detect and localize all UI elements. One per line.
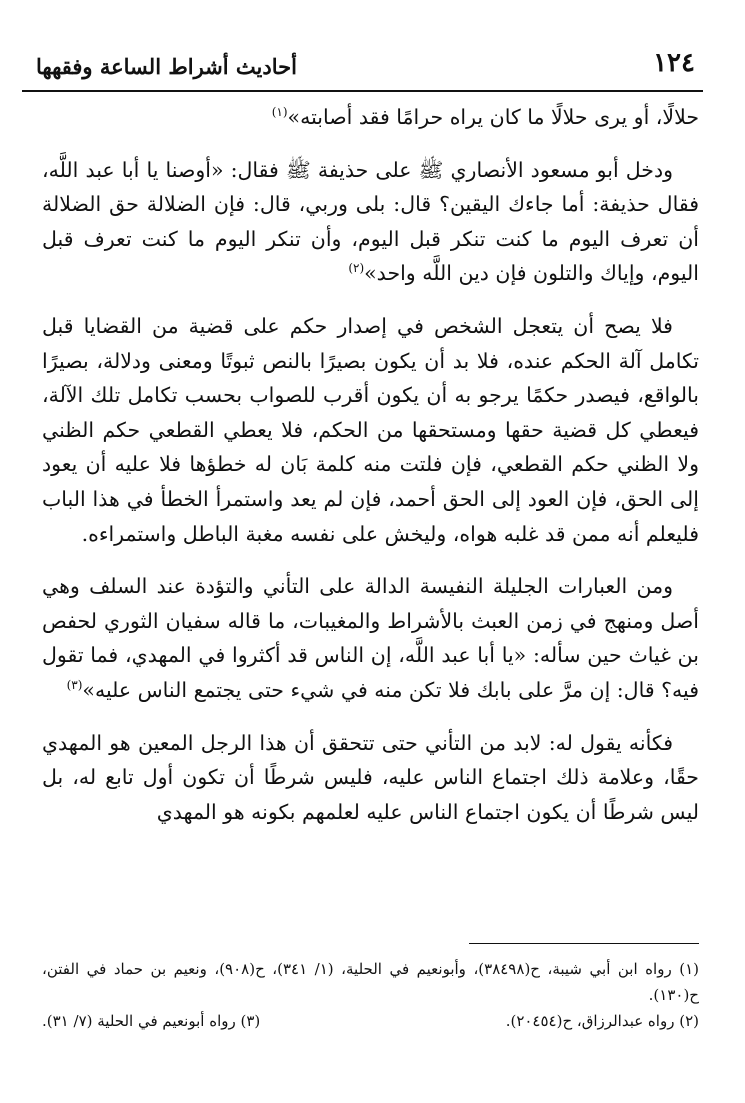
footnotes — [42, 956, 699, 1034]
paragraph-5-text: فكأنه يقول له: لابد من التأني حتى تتحقق أن هذا الرجل المعين هو المهدي حقًا، وعلامة ذلك اجتماع الناس عليه، فليس شرطًا أن تكون أول تابع له، بل ليس شرطًا أن يكون اجتماع الناس عليه لعلمهم بكونه هو المهدي — [42, 730, 699, 824]
body-text — [42, 100, 699, 847]
page-number: ١٢٤ — [653, 48, 695, 78]
footnote-3: (٣) رواه أبونعيم في الحلية (٧/ ٣١). — [42, 1012, 261, 1030]
paragraph-3-text: فلا يصح أن يتعجل الشخص في إصدار حكم على قضية من القضايا قبل تكامل آلة الحكم عنده، فلا بد أن يكون بصيرًا بالنص ثبوتًا ومعنى ودلالة، بصيرًا بالواقع، فيصدر حكمًا يرجو به أن يكون أقرب للصواب بحسب تكامل تلك الآلة، فيعطي كل قضية حقها ومستحقها من الحكم، فلا يعطي القطعي حكم الظني ولا الظني حكم القطعي، فإن فلتت منه كلمة بَان له خطؤها فلا عليه أن يعود إلى الحق، فإن العود إلى الحق أحمد، فإن لم يعد واستمرأ الخطأ في هذا الباب فليعلم أنه ممن قد غلبه هواه، وليخش على نفسه مغبة الباطل واستمراءه. — [42, 313, 699, 546]
footnote-row — [42, 1008, 699, 1034]
paragraph-4-text: ومن العبارات الجليلة النفيسة الدالة على التأني والتؤدة عند السلف وهي أصل ومنهج في زمن العبث بالأشراط والمغيبات، ما قاله سفيان الثوري لحفص بن غياث حين سأله: «يا أبا عبد اللَّه، إن الناس قد أكثروا في المهدي، فما تقول فيه؟ قال: إن مرَّ على بابك فلا تكن منه في شيء حتى يجتمع الناس عليه» — [42, 574, 699, 702]
paragraph-4 — [42, 569, 699, 707]
paragraph-3 — [42, 309, 699, 551]
footnote-separator — [469, 943, 699, 944]
header-rule — [22, 90, 703, 92]
page-header — [22, 44, 703, 88]
footnote-ref-3: (٣) — [66, 678, 83, 693]
footnote-1: (١) رواه ابن أبي شيبة، ح(٣٨٤٩٨)، وأبونعيم في الحلية، (١/ ٣٤١)، ح(٩٠٨)، ونعيم بن حماد في الفتن، ح(١٣٠). — [42, 960, 699, 1004]
footnote-ref-2: (٢) — [348, 261, 365, 276]
paragraph-2-text: ودخل أبو مسعود الأنصاري ﷺ على حذيفة ﷺ فقال: «أوصنا يا أبا عبد اللَّه، فقال حذيفة: أما جاءك اليقين؟ قال: بلى وربي، قال: فإن الضلالة حق الضلالة أن تعرف اليوم ما كنت تنكر قبل اليوم، وأن تنكر اليوم ما كنت تعرف قبل اليوم، وإياك والتلون فإن دين اللَّه واحد» — [42, 157, 699, 286]
paragraph-1 — [42, 100, 699, 135]
paragraph-5 — [42, 726, 699, 830]
paragraph-2 — [42, 153, 699, 291]
footnote-2: (٢) رواه عبدالرزاق، ح(٢٠٤٥٤). — [505, 1012, 699, 1030]
footnote-ref-1: (١) — [271, 105, 288, 120]
running-title: أحاديث أشراط الساعة وفقهها — [36, 54, 297, 79]
paragraph-1-text: حلالًا، أو يرى حلالًا ما كان يراه حرامًا فقد أصابته» — [287, 105, 699, 129]
